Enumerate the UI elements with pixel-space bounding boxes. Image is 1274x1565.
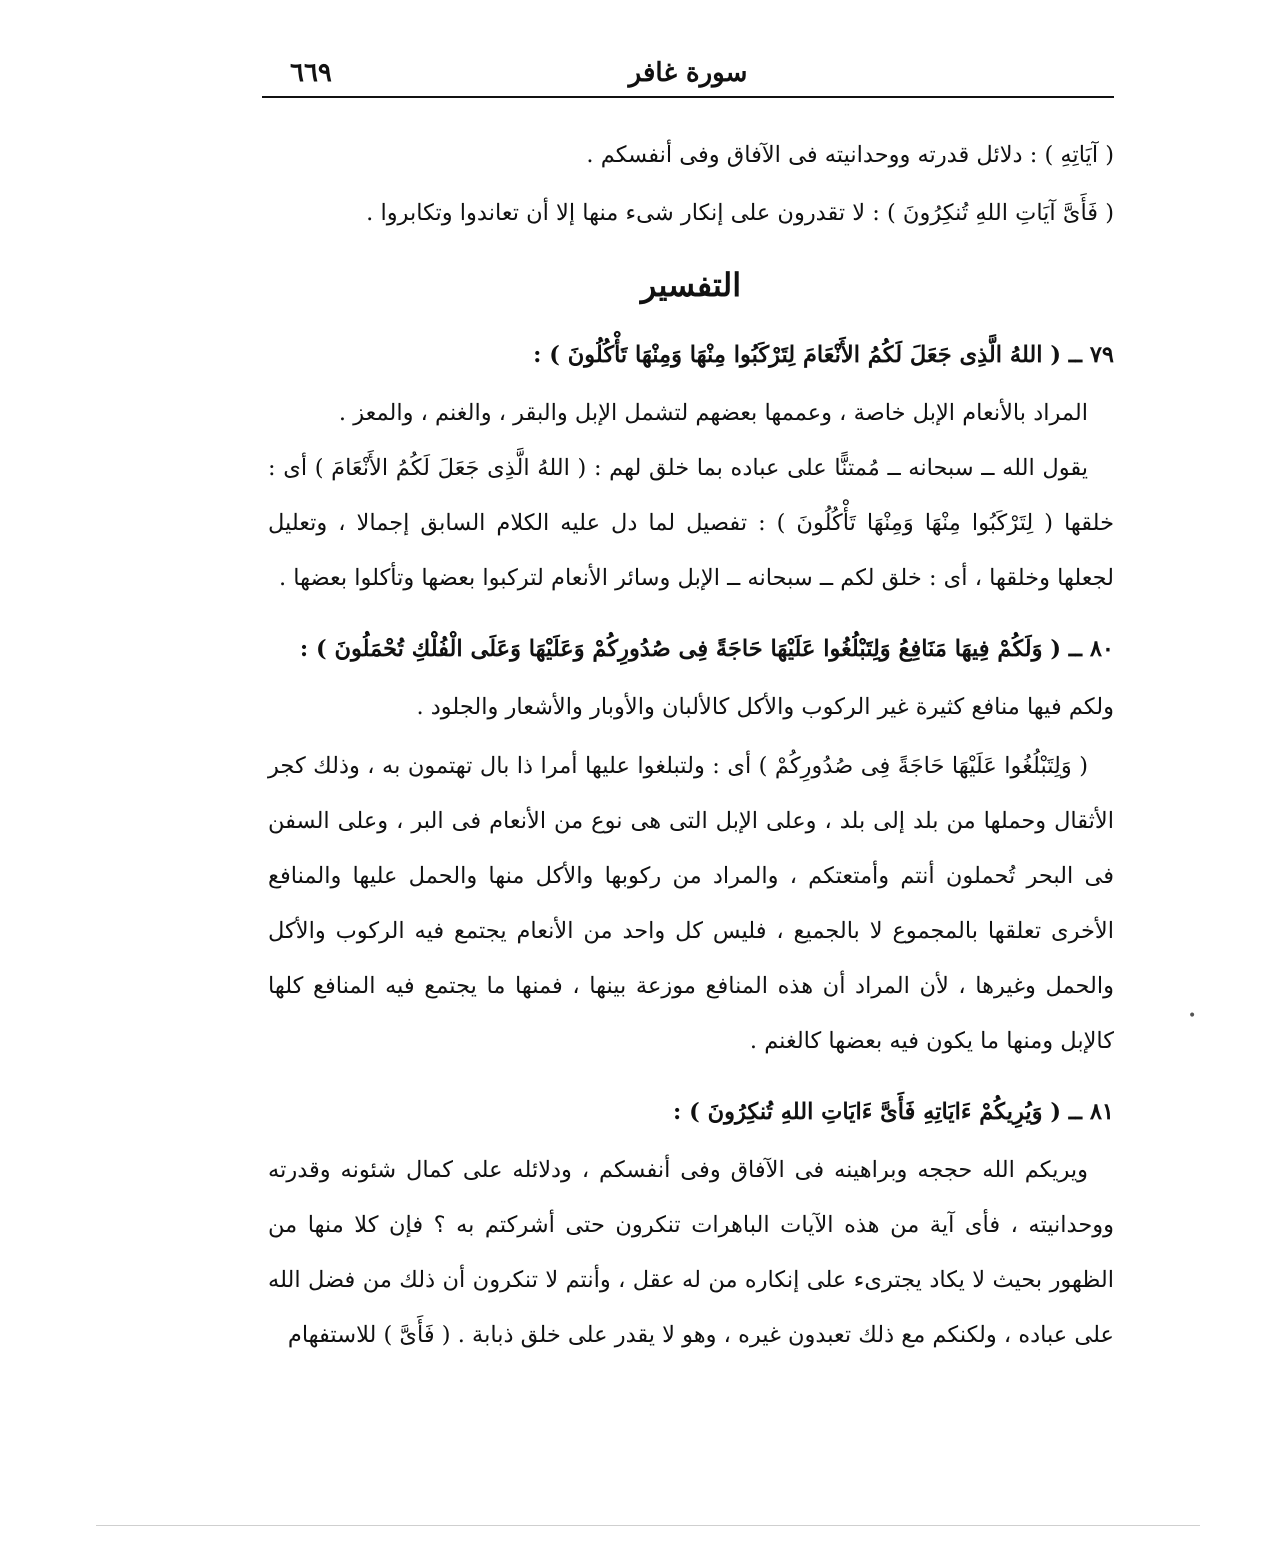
bottom-scan-line <box>96 1525 1200 1526</box>
verse-79-paragraph-2: يقول الله ــ سبحانه ــ مُمتنًّا على عباده بما خلق لهم : ( اللهُ الَّذِى جَعَلَ لَكُمُ الأَنْعَامَ ) أى : خلقها ( لِتَرْكَبُوا مِنْهَا وَمِنْهَا تَأْكُلُونَ ) : تفصيل لما دل عليه الكلام السابق إجمالا ، وتعليل لجعلها وخلقها ، أى : خلق لكم ــ سبحانه ــ الإبل وسائر الأنعام لتركبوا بعضها وتأكلوا بعضها . <box>268 455 1114 591</box>
spacer <box>268 1069 1114 1081</box>
page-header <box>262 58 1114 98</box>
verse-80-paragraph-1: ولكم فيها منافع كثيرة غير الركوب والأكل كالألبان والأوبار والأشعار والجلود . <box>416 694 1114 720</box>
verse-81-heading: ٨١ ــ ( وَيُرِيكُمْ ءَايَاتِهِ فَأَىَّ ءَايَاتِ اللهِ تُنكِرُونَ ) : <box>672 1099 1114 1125</box>
glossary-entry-ayatihi: ( آيَاتِهِ ) : دلائل قدرته ووحدانيته فى الآفاق وفى أنفسكم . <box>586 142 1114 168</box>
surah-title: سورة غافر <box>628 58 748 88</box>
verse-81-paragraph-1: ويريكم الله حججه وبراهينه فى الآفاق وفى أنفسكم ، ودلائله على كمال شئونه وقدرته ووحدانيته ، فأى آية من هذه الآيات الباهرات تنكرون حتى أشركتم به ؟ فإن كلا منها من الظهور بحيث لا يكاد يجترىء على إنكاره من له عقل ، وأنتم لا تنكرون أن ذلك من فضل الله على عباده ، ولكنكم مع ذلك تعبدون غيره ، وهو لا يقدر على خلق ذبابة . ( فَأَىَّ ) للاستفهام <box>268 1157 1114 1348</box>
glossary-entry-fa-ayya: ( فَأَىَّ آيَاتِ اللهِ تُنكِرُونَ ) : لا تقدرون على إنكار شىء منها إلا أن تعاندوا وتكابروا . <box>366 200 1114 226</box>
verse-80-heading: ٨٠ ــ ( وَلَكُمْ فِيهَا مَنَافِعُ وَلِتَبْلُغُوا عَلَيْهَا حَاجَةً فِى صُدُورِكُمْ وَعَلَيْهَا وَعَلَى الْفُلْكِ تُحْمَلُونَ ) : <box>299 636 1114 662</box>
spacer <box>268 606 1114 618</box>
page-body <box>268 126 1114 1363</box>
page-number: ٦٦٩ <box>290 58 332 88</box>
verse-79-paragraph-1: المراد بالأنعام الإبل خاصة ، وعممها بعضهم لتشمل الإبل والبقر ، والغنم ، والمعز . <box>338 400 1088 426</box>
verse-79-heading: ٧٩ ــ ( اللهُ الَّذِى جَعَلَ لَكُمُ الأَنْعَامَ لِتَرْكَبُوا مِنْهَا وَمِنْهَا تَأْكُلُونَ ) : <box>533 342 1114 368</box>
verse-80-paragraph-2: ( وَلِتَبْلُغُوا عَلَيْهَا حَاجَةً فِى صُدُورِكُمْ ) أى : ولتبلغوا عليها أمرا ذا بال تهتمون به ، وذلك كجر الأثقال وحملها من بلد إلى بلد ، وعلى الإبل التى هى نوع من الأنعام فى البر ، وعلى السفن فى البحر تُحملون أنتم وأمتعتكم ، والمراد من ركوبها والأكل منها والحمل عليها والمنافع الأخرى تعلقها بالمجموع لا بالجميع ، فليس كل واحد من الأنعام يجتمع فيه الركوب والأكل والحمل وغيرها ، لأن المراد أن هذه المنافع موزعة بينها ، فمنها ما يجتمع فيه المنافع كلها كالإبل ومنها ما يكون فيه بعضها كالغنم . <box>268 753 1114 1054</box>
section-title-tafsir: التفسير <box>640 266 742 304</box>
scan-speck: • <box>1188 1008 1197 1024</box>
